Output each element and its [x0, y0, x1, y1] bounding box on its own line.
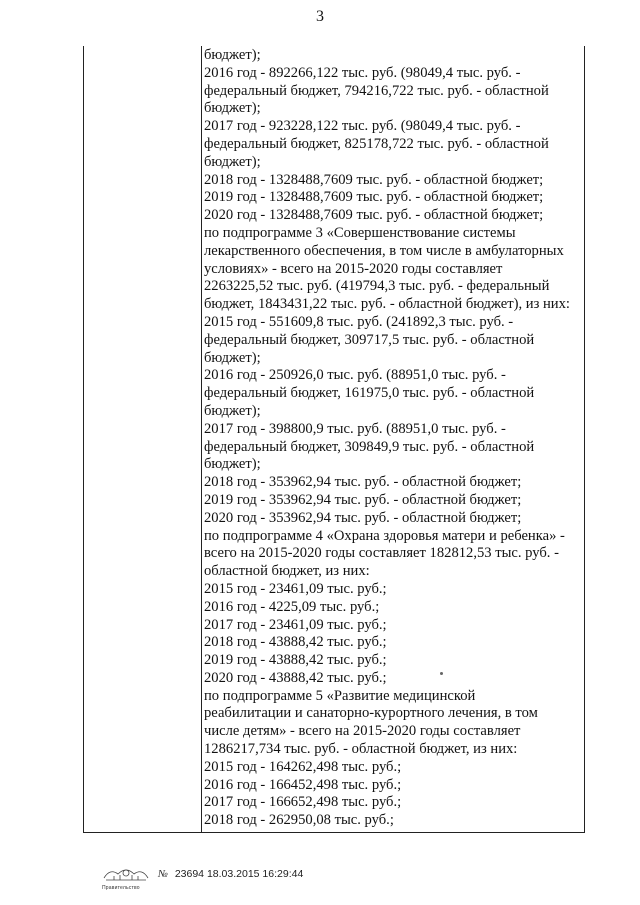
text-line: 2020 год - 353962,94 тыс. руб. - областной бюджет;: [204, 509, 522, 526]
text-line: лекарственного обеспечения, в том числе в амбулаторных: [204, 242, 564, 259]
text-line: 2016 год - 4225,09 тыс. руб.;: [204, 598, 380, 615]
text-line: 2017 год - 923228,122 тыс. руб. (98049,4 тыс. руб. -: [204, 118, 521, 135]
text-line: реабилитации и санаторно-курортного лечения, в том: [204, 705, 538, 722]
text-line: бюджет);: [204, 349, 261, 366]
number-sign: №: [158, 869, 168, 880]
document-registration: [158, 868, 303, 880]
text-line: областной бюджет, из них:: [204, 563, 370, 580]
text-line: бюджет);: [204, 456, 261, 473]
text-line: 2016 год - 892266,122 тыс. руб. (98049,4 тыс. руб. -: [204, 64, 521, 81]
text-line: по подпрограмме 3 «Совершенствование системы: [204, 224, 516, 241]
text-line: 2020 год - 43888,42 тыс. руб.;: [204, 669, 387, 686]
text-line: 2017 год - 398800,9 тыс. руб. (88951,0 тыс. руб. -: [204, 420, 506, 437]
text-line: 2018 год - 262950,08 тыс. руб.;: [204, 812, 394, 829]
text-line: 2017 год - 23461,09 тыс. руб.;: [204, 616, 387, 633]
text-line: 2015 год - 164262,498 тыс. руб.;: [204, 758, 402, 775]
text-line: бюджет);: [204, 402, 261, 419]
text-line: федеральный бюджет, 161975,0 тыс. руб. - областной: [204, 385, 535, 402]
document-footer: [100, 864, 620, 894]
text-line: 2015 год - 551609,8 тыс. руб. (241892,3 тыс. руб. -: [204, 313, 514, 330]
text-line: бюджет);: [204, 153, 261, 170]
text-line: 2016 год - 166452,498 тыс. руб.;: [204, 776, 402, 793]
text-line: 2015 год - 23461,09 тыс. руб.;: [204, 580, 387, 597]
text-line: 2019 год - 1328488,7609 тыс. руб. - областной бюджет;: [204, 189, 544, 206]
scan-speck: [440, 672, 443, 675]
page-number: 3: [316, 8, 324, 25]
funding-text-cell: [204, 47, 580, 830]
text-line: бюджет);: [204, 47, 261, 63]
text-line: 2018 год - 43888,42 тыс. руб.;: [204, 634, 387, 651]
text-line: бюджет, 1843431,22 тыс. руб. - областной бюджет), из них:: [204, 296, 570, 313]
text-line: 2019 год - 353962,94 тыс. руб. - областной бюджет;: [204, 491, 522, 508]
text-line: 1286217,734 тыс. руб. - областной бюджет, из них:: [204, 741, 518, 758]
text-line: всего на 2015-2020 годы составляет 182812,53 тыс. руб. -: [204, 545, 559, 562]
text-line: бюджет);: [204, 100, 261, 117]
text-line: 2018 год - 1328488,7609 тыс. руб. - областной бюджет;: [204, 171, 544, 188]
document-number: 23694: [174, 868, 205, 880]
text-line: федеральный бюджет, 825178,722 тыс. руб. - областной: [204, 135, 549, 152]
text-line: 2018 год - 353962,94 тыс. руб. - областной бюджет;: [204, 474, 522, 491]
text-line: по подпрограмме 4 «Охрана здоровья матери и ребенка» -: [204, 527, 565, 544]
stamp-caption: Правительство: [102, 885, 140, 891]
text-line: 2019 год - 43888,42 тыс. руб.;: [204, 652, 387, 669]
text-line: 2017 год - 166652,498 тыс. руб.;: [204, 794, 402, 811]
text-line: по подпрограмме 5 «Развитие медицинской: [204, 687, 476, 704]
document-timestamp: 18.03.2015 16:29:44: [206, 868, 304, 880]
text-line: 2016 год - 250926,0 тыс. руб. (88951,0 тыс. руб. -: [204, 367, 506, 384]
text-line: 2263225,52 тыс. руб. (419794,3 тыс. руб. - федеральный: [204, 278, 550, 295]
text-line: 2020 год - 1328488,7609 тыс. руб. - областной бюджет;: [204, 207, 544, 224]
column-divider: [201, 46, 202, 832]
text-line: федеральный бюджет, 309717,5 тыс. руб. - областной: [204, 331, 535, 348]
text-line: федеральный бюджет, 309849,9 тыс. руб. - областной: [204, 438, 535, 455]
text-line: условиях» - всего на 2015-2020 годы составляет: [204, 260, 503, 277]
text-line: числе детям» - всего на 2015-2020 годы составляет: [204, 723, 521, 740]
text-line: федеральный бюджет, 794216,722 тыс. руб. - областной: [204, 82, 549, 99]
